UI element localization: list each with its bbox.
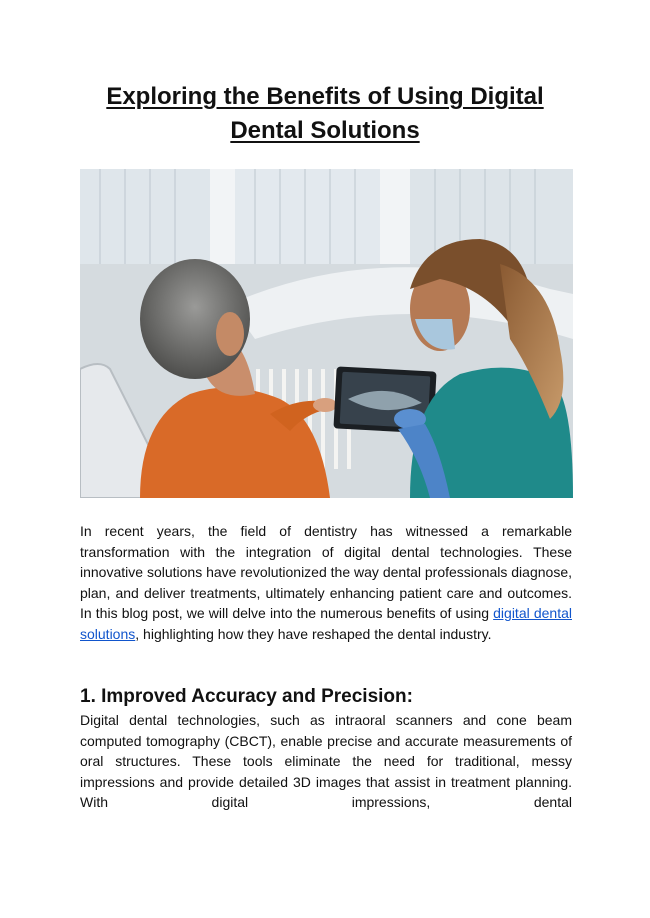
title-line-2: Dental Solutions (230, 117, 420, 144)
article-title (60, 80, 590, 148)
intro-paragraph (80, 521, 572, 644)
digital-dental-solutions-link[interactable]: digital dental solutions (80, 605, 572, 642)
section-1-paragraph: Digital dental technologies, such as intraoral scanners and cone beam computed tomography (CBCT), enable precise and accurate measurements of oral structures. These tools eliminate the need for traditional, messy impressions and provide detailed 3D images that assist in treatment planning. With digital impressions, dental (80, 712, 572, 810)
hero-photo (80, 169, 573, 498)
section-1-heading: 1. Improved Accuracy and Precision: (80, 686, 413, 707)
title-line-1: Exploring the Benefits of Using Digital (106, 83, 544, 110)
intro-text-start: In recent years, the field of dentistry has witnessed a remarkable transformation with the integration of digital dental technologies. These innovative solutions have revolutionized the way dental professionals diagnose, plan, and deliver treatments, ultimately enhancing patient care and outcomes. In this blog post, we will delve into the numerous benefits of using (80, 523, 572, 621)
intro-text-end: , highlighting how they have reshaped the dental industry. (135, 625, 492, 642)
